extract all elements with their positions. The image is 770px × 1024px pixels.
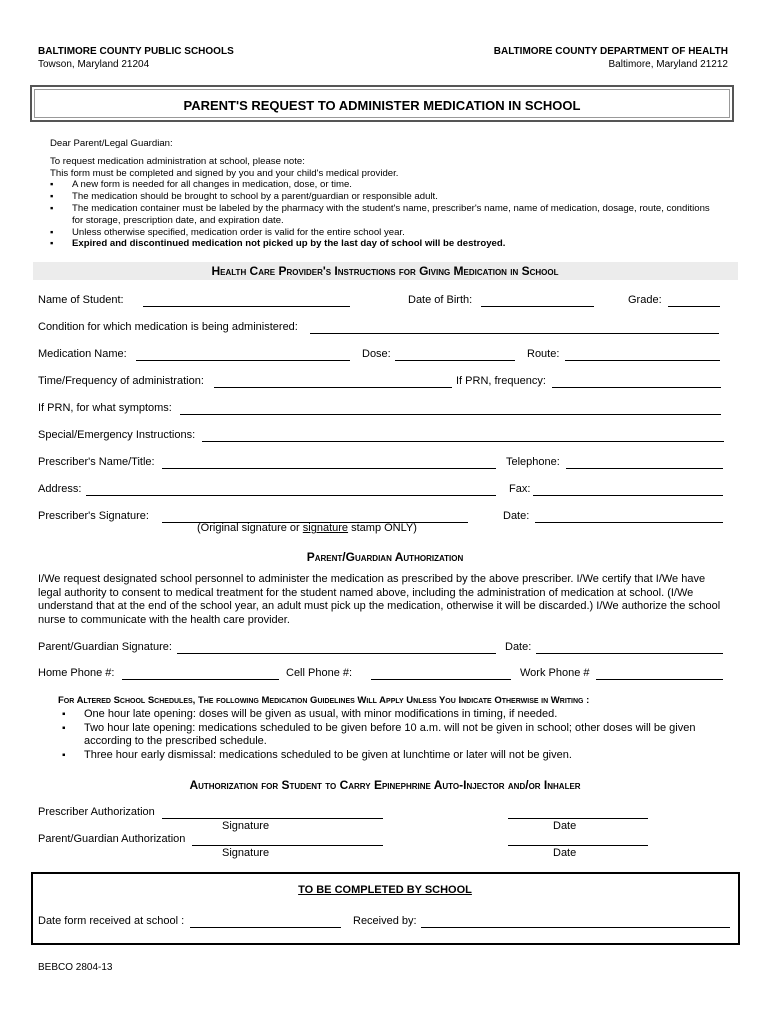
cell-phone-field[interactable] [371,679,511,680]
intro-line-1: To request medication administration at school, please note: [50,155,305,167]
route-label: Route: [527,348,560,360]
form-title-box [30,85,734,122]
epinephrine-section-title: Authorization for Student to Carry Epinephrine Auto-Injector and/or Inhaler [189,778,581,792]
home-phone-field[interactable] [122,679,279,680]
parent-date-field[interactable] [536,653,723,654]
parent-authorization-date-field[interactable] [508,845,648,846]
parent-authorization-signature-field[interactable] [192,845,383,846]
signature-caption: Signature [222,820,270,832]
cell-phone-label: Cell Phone #: [286,667,353,679]
time-frequency-label: Time/Frequency of administration: [38,375,204,387]
address-label: Address: [38,483,82,495]
signature-note-c: stamp ONLY) [348,522,417,534]
parent-date-label: Date: [505,641,532,653]
student-name-label: Name of Student: [38,294,124,306]
parent-authorization-label: Parent/Guardian Authorization [38,833,186,845]
time-frequency-field[interactable] [214,387,452,388]
medication-name-field[interactable] [136,360,350,361]
prescriber-date-label: Date: [503,510,530,522]
prescriber-signature-label: Prescriber's Signature: [38,510,149,522]
prescriber-name-field[interactable] [162,468,496,469]
prn-frequency-field[interactable] [552,387,721,388]
altered-schedules-title: For Altered School Schedules, The following Medication Guidelines Will Apply Unless You Indicate Otherwise in Writing : [58,695,590,706]
date-caption: Date [553,820,577,832]
signature-note [197,522,417,534]
dose-field[interactable] [395,360,515,361]
prescriber-authorization-date-field[interactable] [508,818,648,819]
form-code: BEBCO 2804-13 [38,962,113,973]
prescriber-date-field[interactable] [535,522,723,523]
provider-section-title: Health Care Provider's Instructions for Giving Medication in School [211,264,559,278]
dob-label: Date of Birth: [408,294,473,306]
student-name-field[interactable] [143,306,350,307]
altered-schedules-list [58,708,728,762]
signature-caption: Signature [222,847,270,859]
prn-symptoms-label: If PRN, for what symptoms: [38,402,172,414]
prescriber-authorization-label: Prescriber Authorization [38,806,155,818]
parent-authorization-paragraph: I/We request designated school personnel to administer the medication as prescribed by the above prescriber. I/We certify that I/We have legal authority to consent to medical treatment for the student named above, including the administration of medication at school. (I/We understand that at the end of the school year, an adult must pick up the medication, otherwise it will be discarded.) I/We authorize the school nurse to communicate with the health care provider. [38,573,721,626]
school-use-box [31,872,740,945]
intro-bullets [50,179,720,250]
schedule-item: ▪ Three hour early dismissal: medications scheduled to be given at lunchtime or later will not be given. [58,749,728,763]
prescriber-authorization-signature-field[interactable] [162,818,383,819]
grade-label: Grade: [628,294,662,306]
route-field[interactable] [565,360,720,361]
schedule-item: ▪ Two hour late opening: medications scheduled to be given before 10 a.m. will not be given in school; other doses will be given according to the prescribed schedule. [58,722,728,749]
special-instructions-label: Special/Emergency Instructions: [38,429,196,441]
date-caption: Date [553,847,577,859]
prn-frequency-label: If PRN, frequency: [456,375,546,387]
intro-bullet: ▪ Unless otherwise specified, medication order is valid for the entire school year. [50,227,720,239]
dob-field[interactable] [481,306,594,307]
telephone-label: Telephone: [506,456,560,468]
school-system-name: BALTIMORE COUNTY PUBLIC SCHOOLS [38,46,234,57]
form-title: PARENT'S REQUEST TO ADMINISTER MEDICATION IN SCHOOL [183,98,581,113]
signature-note-a: (Original signature or [197,522,303,534]
signature-note-b: signature [302,522,349,534]
home-phone-label: Home Phone #: [38,667,115,679]
header-right [494,45,728,71]
parent-section-title: Parent/Guardian Authorization [306,550,464,564]
special-instructions-field[interactable] [202,441,724,442]
prescriber-name-label: Prescriber's Name/Title: [38,456,155,468]
received-by-label: Received by: [353,915,417,927]
intro-bullet: ▪ The medication should be brought to school by a parent/guardian or responsible adult. [50,191,720,203]
header-left [38,45,234,71]
parent-signature-field[interactable] [177,653,496,654]
condition-field[interactable] [310,333,719,334]
date-received-field[interactable] [190,927,341,928]
prn-symptoms-field[interactable] [180,414,721,415]
fax-label: Fax: [509,483,531,495]
health-dept-city: Baltimore, Maryland 21212 [608,59,728,70]
medication-name-label: Medication Name: [38,348,127,360]
intro-bullet: ▪ The medication container must be labeled by the pharmacy with the student's name, prescriber's name, name of medication, dosage, route, conditions for storage, prescription date, and expiration date. [50,203,720,227]
fax-field[interactable] [533,495,723,496]
intro-text [50,138,720,250]
intro-bullet-bold: ▪ Expired and discontinued medication not picked up by the last day of school will be destroyed. [50,238,720,250]
telephone-field[interactable] [566,468,723,469]
schedule-item: ▪ One hour late opening: doses will be given as usual, with minor modifications in timing, if needed. [58,708,728,722]
intro-bullet: ▪ A new form is needed for all changes in medication, dose, or time. [50,179,720,191]
received-by-field[interactable] [421,927,730,928]
work-phone-label: Work Phone # [520,667,590,679]
work-phone-field[interactable] [596,679,723,680]
grade-field[interactable] [668,306,720,307]
date-received-label: Date form received at school : [38,915,185,927]
address-field[interactable] [86,495,496,496]
parent-signature-label: Parent/Guardian Signature: [38,641,172,653]
greeting: Dear Parent/Legal Guardian: [50,138,173,149]
condition-label: Condition for which medication is being administered: [38,321,298,333]
school-section-title: TO BE COMPLETED BY SCHOOL [298,884,472,896]
school-system-city: Towson, Maryland 21204 [38,59,150,70]
health-dept-name: BALTIMORE COUNTY DEPARTMENT OF HEALTH [493,46,728,57]
intro-line-2: This form must be completed and signed by you and your child's medical provider. [50,167,399,179]
dose-label: Dose: [362,348,391,360]
